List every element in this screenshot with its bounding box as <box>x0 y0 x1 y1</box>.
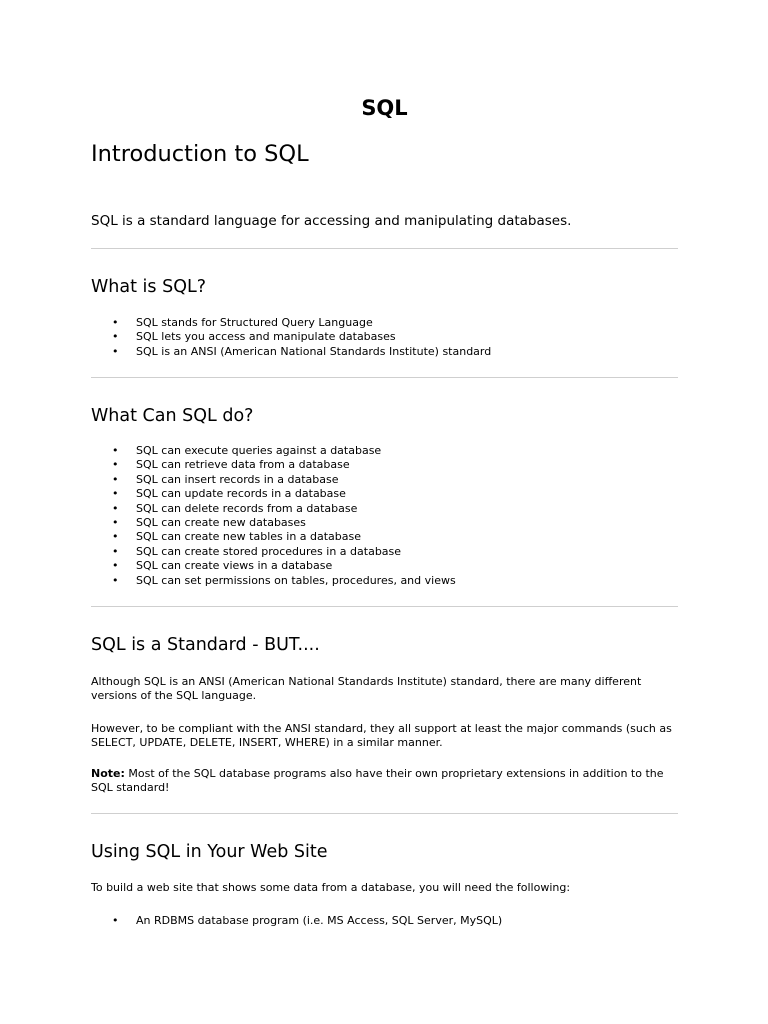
intro-heading: Introduction to SQL <box>91 141 309 167</box>
bullet-icon: • <box>112 458 119 472</box>
note-text: Most of the SQL database programs also have their own proprietary extensions in addition to the SQL standard! <box>91 767 664 795</box>
bullet-icon: • <box>112 559 119 573</box>
document-title: SQL <box>361 96 408 120</box>
list-item: • SQL can insert records in a database <box>112 472 339 486</box>
what-can-sql-do-list <box>91 444 456 588</box>
list-item: • SQL can update records in a database <box>112 487 346 501</box>
bullet-icon: • <box>112 330 119 344</box>
bullet-icon: • <box>112 487 119 501</box>
web-site-text: To build a web site that shows some data from a database, you will need the following: <box>91 881 571 894</box>
note-paragraph <box>91 767 678 796</box>
bullet-icon: • <box>112 444 119 457</box>
bullet-icon: • <box>112 472 119 486</box>
bullet-icon: • <box>112 530 119 544</box>
divider <box>91 813 678 814</box>
list-item: • SQL stands for Structured Query Language <box>112 316 373 329</box>
bullet-icon: • <box>112 914 119 927</box>
bullet-icon: • <box>112 344 119 358</box>
divider <box>91 377 678 378</box>
divider <box>91 248 678 249</box>
list-item: • SQL is an ANSI (American National Standards Institute) standard <box>112 344 492 358</box>
bullet-icon: • <box>112 544 119 558</box>
list-item: • SQL can create views in a database <box>112 559 333 573</box>
list-item: • SQL can execute queries against a database <box>112 444 382 457</box>
divider <box>91 606 678 607</box>
list-item: • SQL can create new tables in a database <box>112 530 362 544</box>
intro-text: SQL is a standard language for accessing and manipulating databases. <box>91 213 572 229</box>
web-site-heading: Using SQL in Your Web Site <box>91 842 328 862</box>
what-can-sql-do-heading: What Can SQL do? <box>91 406 254 426</box>
list-item: • SQL can retrieve data from a database <box>112 458 350 472</box>
what-is-sql-heading: What is SQL? <box>91 277 207 297</box>
bullet-icon: • <box>112 316 119 329</box>
standard-paragraph-2: However, to be compliant with the ANSI standard, they all support at least the major commands (such as SELECT, UPDATE, DELETE, INSERT, WHERE) in a similar manner. <box>91 722 672 750</box>
list-item: • SQL can create new databases <box>112 516 306 530</box>
web-site-list <box>91 914 502 928</box>
what-is-sql-list <box>91 316 491 359</box>
list-item: • SQL can delete records from a database <box>112 501 358 515</box>
list-item: • SQL lets you access and manipulate databases <box>112 330 396 344</box>
list-item: • SQL can create stored procedures in a database <box>112 544 402 558</box>
bullet-icon: • <box>112 516 119 530</box>
list-item: • An RDBMS database program (i.e. MS Access, SQL Server, MySQL) <box>112 914 503 927</box>
list-item: • SQL can set permissions on tables, procedures, and views <box>112 573 456 587</box>
bullet-icon: • <box>112 501 119 515</box>
note-label: Note: <box>91 767 125 780</box>
bullet-icon: • <box>112 573 119 587</box>
standard-paragraph-1: Although SQL is an ANSI (American National Standards Institute) standard, there are many different versions of the SQL language. <box>91 675 642 703</box>
sql-standard-heading: SQL is a Standard - BUT.... <box>91 635 320 655</box>
